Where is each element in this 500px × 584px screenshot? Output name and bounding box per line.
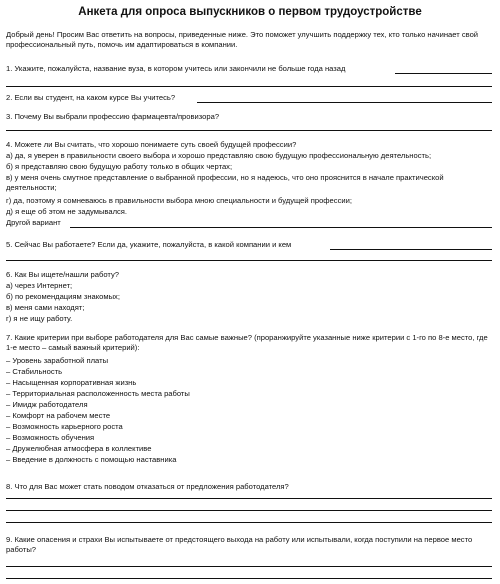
criterion-item: – Территориальная расположенность места работы — [6, 389, 190, 398]
answer-line-q5-inline[interactable] — [330, 249, 492, 250]
criterion-item: – Введение в должность с помощью наставника — [6, 455, 177, 464]
q4-option-a[interactable]: а) да, я уверен в правильности своего выбора и хорошо представляю свою будущую профессиональную деятельность; — [6, 151, 432, 160]
criterion-item: – Комфорт на рабочем месте — [6, 411, 111, 420]
question-8: 8. Что для Вас может стать поводом отказаться от предложения работодателя? — [6, 482, 289, 491]
criterion-item: – Имидж работодателя — [6, 400, 88, 409]
question-6: 6. Как Вы ищете/нашли работу? — [6, 270, 119, 279]
question-5: 5. Сейчас Вы работаете? Если да, укажите, пожалуйста, в какой компании и кем — [6, 240, 292, 249]
criterion-item: – Насыщенная корпоративная жизнь — [6, 378, 137, 387]
q6-option-d[interactable]: г) я не ищу работу. — [6, 314, 73, 323]
answer-line-q8[interactable] — [6, 498, 492, 499]
question-1: 1. Укажите, пожалуйста, название вуза, в котором учитесь или закончили не больше года назад — [6, 64, 346, 73]
q4-option-c[interactable]: в) у меня очень смутное представление о выбранной профессии, но я надеюсь, что оно прояснится в начале практической деятельности; — [6, 173, 444, 193]
answer-line-q9[interactable] — [6, 578, 492, 579]
q6-option-a[interactable]: а) через Интернет; — [6, 281, 73, 290]
q6-option-b[interactable]: б) по рекомендациям знакомых; — [6, 292, 120, 301]
question-9: 9. Какие опасения и страхи Вы испытываете от предстоящего выхода на работу или испытывали, когда поступили на первое место работы? — [6, 535, 473, 555]
question-3: 3. Почему Вы выбрали профессию фармацевта/провизора? — [6, 112, 220, 121]
q4-option-b[interactable]: б) я представляю свою будущую работу только в общих чертах; — [6, 162, 233, 171]
criterion-item: – Стабильность — [6, 367, 63, 376]
answer-line-q1[interactable] — [6, 86, 492, 87]
answer-line-q1-inline[interactable] — [395, 73, 492, 74]
answer-line-q8[interactable] — [6, 522, 492, 523]
page-title: Анкета для опроса выпускников о первом трудоустройстве — [78, 6, 422, 18]
answer-line-q8[interactable] — [6, 510, 492, 511]
q4-other-label: Другой вариант — [6, 218, 61, 227]
answer-line-q2[interactable] — [197, 102, 492, 103]
criterion-item: – Дружелюбная атмосфера в коллективе — [6, 444, 152, 453]
question-7: 7. Какие критерии при выборе работодателя для Вас самые важные? (проранжируйте указанные ниже критерии с 1-го по 8-е место, где 1-е место – самый важный критерий): — [6, 333, 488, 353]
question-2: 2. Если вы студент, на каком курсе Вы учитесь? — [6, 93, 176, 102]
q6-option-c[interactable]: в) меня сами находят; — [6, 303, 85, 312]
answer-line-q3[interactable] — [6, 130, 492, 131]
answer-line-q4-other[interactable] — [70, 227, 492, 228]
intro-text: Добрый день! Просим Вас ответить на вопросы, приведенные ниже. Это поможет улучшить поддержку тех, кто только начинает свой профессиональный путь, помочь им адаптироваться в компании. — [6, 30, 479, 50]
criterion-item: – Уровень заработной платы — [6, 356, 109, 365]
q4-option-d[interactable]: г) да, поэтому я сомневаюсь в правильности выбора мною специальности и будущей профессии; — [6, 196, 352, 205]
q4-option-e[interactable]: д) я еще об этом не задумывался. — [6, 207, 128, 216]
answer-line-q5[interactable] — [6, 260, 492, 261]
question-4: 4. Можете ли Вы считать, что хорошо понимаете суть своей будущей профессии? — [6, 140, 297, 149]
criterion-item: – Возможность обучения — [6, 433, 95, 442]
criterion-item: – Возможность карьерного роста — [6, 422, 123, 431]
answer-line-q9[interactable] — [6, 566, 492, 567]
